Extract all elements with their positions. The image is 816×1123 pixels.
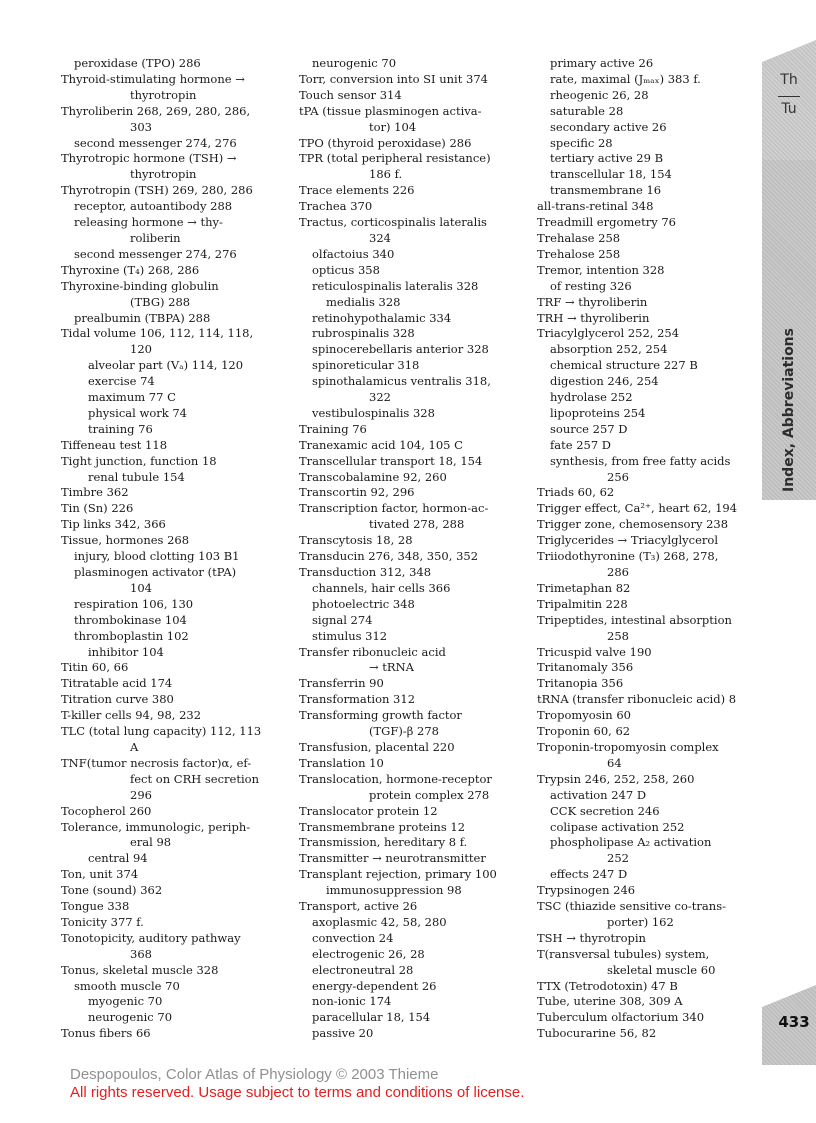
- index-entry: reticulospinalis lateralis 328: [312, 278, 479, 293]
- index-entry: Tritanopia 356: [537, 676, 624, 691]
- index-entry: fate 257 D: [550, 437, 612, 452]
- index-entry: Transmembrane proteins 12: [299, 819, 466, 834]
- index-entry: Triads 60, 62: [537, 485, 615, 500]
- index-entry: Treadmill ergometry 76: [537, 215, 676, 230]
- index-entry: thyrotropin: [130, 167, 197, 182]
- index-entry: rate, maximal (Jₘₐₓ) 383 f.: [550, 71, 701, 86]
- index-entry: Tricuspid valve 190: [537, 644, 652, 659]
- index-entry: Training 76: [299, 421, 367, 436]
- index-entry: all-trans-retinal 348: [537, 199, 654, 214]
- index-entry: porter) 162: [607, 914, 674, 929]
- index-entry: convection 24: [312, 930, 394, 945]
- index-entry: Tripeptides, intestinal absorption: [537, 612, 732, 627]
- index-entry: physical work 74: [88, 405, 187, 420]
- index-entry: second messenger 274, 276: [74, 246, 237, 261]
- index-entry: 303: [130, 119, 152, 134]
- index-entry: alveolar part (Vₐ) 114, 120: [88, 358, 244, 373]
- index-column-3: [537, 56, 762, 1042]
- index-entry: 64: [607, 755, 622, 770]
- page-number: 433: [778, 1013, 810, 1031]
- index-entry: Trigger zone, chemosensory 238: [537, 517, 729, 532]
- index-entry: eral 98: [130, 835, 172, 850]
- index-entry: plasminogen activator (tPA): [74, 565, 237, 579]
- index-entry: Tractus, corticospinalis lateralis: [299, 215, 487, 230]
- index-entry: Tube, uterine 308, 309 A: [537, 994, 683, 1009]
- index-entry: Translocation, hormone-receptor: [299, 771, 492, 786]
- index-entry: inhibitor 104: [88, 644, 164, 659]
- index-entry: Transcellular transport 18, 154: [299, 453, 483, 468]
- index-entry: TPO (thyroid peroxidase) 286: [299, 135, 472, 150]
- index-entry: Trehalase 258: [537, 230, 621, 245]
- index-entry: olfactoius 340: [312, 246, 395, 261]
- index-entry: (TGF)-β 278: [369, 724, 439, 739]
- index-entry: Thyroid-stimulating hormone →: [61, 71, 245, 86]
- index-entry: 286: [607, 565, 629, 579]
- index-entry: transcellular 18, 154: [550, 167, 672, 182]
- index-entry: tertiary active 29 B: [550, 151, 664, 166]
- index-entry: Transplant rejection, primary 100: [299, 867, 497, 882]
- index-entry: Tripalmitin 228: [537, 596, 628, 611]
- index-entry: neurogenic 70: [88, 1010, 173, 1025]
- index-entry: Trypsinogen 246: [537, 883, 636, 898]
- index-entry: source 257 D: [550, 421, 628, 436]
- index-entry: stimulus 312: [312, 628, 388, 643]
- index-entry: primary active 26: [550, 56, 654, 70]
- index-entry: tivated 278, 288: [369, 517, 465, 532]
- index-entry: rheogenic 26, 28: [550, 87, 649, 102]
- index-entry: training 76: [88, 421, 153, 436]
- index-entry: electrogenic 26, 28: [312, 946, 425, 961]
- index-entry: lipoproteins 254: [550, 405, 646, 420]
- index-entry: activation 247 D: [550, 787, 647, 802]
- index-entry: Tremor, intention 328: [537, 262, 665, 277]
- index-entry: 368: [130, 946, 152, 961]
- index-entry: Tubocurarine 56, 82: [537, 1026, 657, 1041]
- index-entry: digestion 246, 254: [550, 374, 659, 389]
- index-entry: Transcortin 92, 296: [299, 485, 415, 500]
- index-entry: 120: [130, 342, 152, 357]
- index-entry: renal tubule 154: [88, 469, 185, 484]
- index-entry: Transduction 312, 348: [299, 565, 432, 579]
- letter-range-divider: [778, 96, 800, 97]
- index-entry: TTX (Tetrodotoxin) 47 B: [537, 978, 678, 993]
- index-entry: prealbumin (TBPA) 288: [74, 310, 211, 325]
- index-entry: Tone (sound) 362: [61, 883, 163, 898]
- index-entry: colipase activation 252: [550, 819, 685, 834]
- index-entry: Titratable acid 174: [61, 676, 173, 691]
- index-entry: Tonotopicity, auditory pathway: [61, 930, 241, 945]
- index-entry: Tropomyosin 60: [537, 708, 631, 723]
- index-entry: (TBG) 288: [130, 294, 191, 309]
- index-entry: Triacylglycerol 252, 254: [537, 326, 680, 341]
- index-entry: Tonus, skeletal muscle 328: [61, 962, 219, 977]
- index-entry: Tip links 342, 366: [61, 517, 166, 532]
- index-entry: Triiodothyronine (T₃) 268, 278,: [537, 549, 719, 564]
- index-entry: TPR (total peripheral resistance): [299, 151, 491, 166]
- index-entry: medialis 328: [326, 294, 401, 309]
- index-entry: thromboplastin 102: [74, 628, 189, 643]
- index-entry: Transmission, hereditary 8 f.: [299, 835, 468, 850]
- index-entry: A: [130, 739, 139, 754]
- index-entry: respiration 106, 130: [74, 596, 194, 611]
- index-entry: 256: [607, 469, 629, 484]
- index-entry: Transcobalamine 92, 260: [299, 469, 447, 484]
- index-entry: TSH → thyrotropin: [537, 930, 646, 945]
- index-entry: vestibulospinalis 328: [312, 405, 435, 420]
- index-entry: Trimetaphan 82: [537, 580, 631, 595]
- index-entry: Transforming growth factor: [299, 708, 462, 723]
- index-entry: Translation 10: [299, 755, 384, 770]
- index-entry: chemical structure 227 B: [550, 358, 698, 373]
- index-entry: non-ionic 174: [312, 994, 392, 1009]
- index-entry: maximum 77 C: [88, 390, 176, 405]
- index-entry: Tight junction, function 18: [61, 453, 217, 468]
- index-entry: secondary active 26: [550, 119, 667, 134]
- index-entry: Transfusion, placental 220: [299, 739, 455, 754]
- index-entry: thrombokinase 104: [74, 612, 187, 627]
- index-entry: of resting 326: [550, 278, 632, 293]
- index-entry: electroneutral 28: [312, 962, 414, 977]
- index-entry: absorption 252, 254: [550, 342, 668, 357]
- index-entry: Trace elements 226: [299, 183, 415, 198]
- index-entry: synthesis, from free fatty acids: [550, 453, 731, 468]
- index-entry: exercise 74: [88, 374, 155, 389]
- index-entry: Transport, active 26: [299, 899, 418, 914]
- index-entry: T(ransversal tubules) system,: [537, 946, 710, 961]
- index-entry: signal 274: [312, 612, 373, 627]
- index-entry: Tocopherol 260: [61, 803, 152, 818]
- index-entry: fect on CRH secretion: [130, 771, 259, 786]
- index-entry: 296: [130, 787, 152, 802]
- copyright-notice: Despopoulos, Color Atlas of Physiology © 2003 Thieme: [70, 1066, 439, 1083]
- index-entry: Transcytosis 18, 28: [299, 533, 413, 548]
- index-entry: Tonus fibers 66: [61, 1026, 151, 1041]
- index-entry: spinoreticular 318: [312, 358, 420, 373]
- index-entry: protein complex 278: [369, 787, 490, 802]
- index-entry: Ton, unit 374: [61, 867, 139, 882]
- index-entry: Thyroliberin 268, 269, 280, 286,: [61, 103, 251, 118]
- index-entry: Troponin-tropomyosin complex: [537, 739, 719, 754]
- index-entry: TLC (total lung capacity) 112, 113: [61, 724, 262, 739]
- index-entry: peroxidase (TPO) 286: [74, 56, 201, 70]
- index-entry: rubrospinalis 328: [312, 326, 415, 341]
- index-entry: Tranexamic acid 104, 105 C: [299, 437, 463, 452]
- index-entry: skeletal muscle 60: [607, 962, 716, 977]
- first-entry-letters: Th: [780, 72, 798, 88]
- index-entry: opticus 358: [312, 262, 380, 277]
- index-entry: 258: [607, 628, 629, 643]
- index-entry: central 94: [88, 851, 148, 866]
- index-entry: Tolerance, immunologic, periph-: [61, 819, 251, 834]
- index-entry: 322: [369, 390, 391, 405]
- index-entry: spinothalamicus ventralis 318,: [312, 374, 491, 389]
- index-entry: tRNA (transfer ribonucleic acid) 8: [537, 692, 737, 707]
- index-entry: photoelectric 348: [312, 596, 415, 611]
- index-entry: spinocerebellaris anterior 328: [312, 342, 489, 357]
- index-entry: passive 20: [312, 1026, 374, 1041]
- index-entry: 252: [607, 851, 629, 866]
- index-entry: energy-dependent 26: [312, 978, 437, 993]
- index-entry: Transfer ribonucleic acid: [299, 644, 446, 659]
- index-entry: effects 247 D: [550, 867, 628, 882]
- index-entry: Tidal volume 106, 112, 114, 118,: [61, 326, 254, 341]
- index-entry: channels, hair cells 366: [312, 580, 451, 595]
- index-entry: releasing hormone → thy-: [74, 215, 223, 230]
- index-entry: tor) 104: [369, 119, 417, 134]
- index-entry: roliberin: [130, 230, 181, 245]
- index-entry: Thyrotropin (TSH) 269, 280, 286: [61, 183, 253, 198]
- index-entry: Touch sensor 314: [299, 87, 402, 102]
- index-entry: Tonicity 377 f.: [61, 914, 144, 929]
- index-entry: neurogenic 70: [312, 56, 397, 70]
- index-entry: Trachea 370: [299, 199, 373, 214]
- index-entry: Torr, conversion into SI unit 374: [299, 71, 488, 86]
- index-entry: tPA (tissue plasminogen activa-: [299, 103, 482, 118]
- index-entry: injury, blood clotting 103 B1: [74, 549, 240, 564]
- index-entry: TSC (thiazide sensitive co-trans-: [537, 899, 726, 914]
- index-entry: Transcription factor, hormon-ac-: [299, 501, 489, 516]
- index-entry: 104: [130, 580, 152, 595]
- index-entry: thyrotropin: [130, 87, 197, 102]
- index-entry: hydrolase 252: [550, 390, 633, 405]
- index-entry: specific 28: [550, 135, 613, 150]
- index-entry: T-killer cells 94, 98, 232: [61, 708, 202, 723]
- index-entry: Tin (Sn) 226: [61, 501, 134, 516]
- index-entry: transmembrane 16: [550, 183, 662, 198]
- index-entry: Tiffeneau test 118: [61, 437, 168, 452]
- index-entry: axoplasmic 42, 58, 280: [312, 914, 447, 929]
- index-entry: phospholipase A₂ activation: [550, 835, 712, 850]
- index-entry: Translocator protein 12: [299, 803, 438, 818]
- letter-range-tab: [762, 40, 816, 160]
- index-entry: Transmitter → neurotransmitter: [299, 851, 486, 866]
- index-entry: Transformation 312: [299, 692, 416, 707]
- index-entry: smooth muscle 70: [74, 978, 180, 993]
- index-entry: → tRNA: [369, 660, 414, 675]
- index-entry: paracellular 18, 154: [312, 1010, 431, 1025]
- index-column-2: [299, 56, 529, 1042]
- index-entry: TNF(tumor necrosis factor)α, ef-: [61, 755, 252, 770]
- last-entry-letters: Tu: [781, 101, 797, 117]
- index-entry: Timbre 362: [61, 485, 129, 500]
- index-entry: Transducin 276, 348, 350, 352: [299, 549, 479, 564]
- index-entry: second messenger 274, 276: [74, 135, 237, 150]
- index-entry: Titration curve 380: [61, 692, 174, 707]
- index-entry: Tuberculum olfactorium 340: [537, 1010, 705, 1025]
- index-entry: CCK secretion 246: [550, 803, 660, 818]
- index-entry: Triglycerides → Triacylglycerol: [537, 533, 719, 548]
- index-entry: 324: [369, 230, 391, 245]
- index-entry: Tissue, hormones 268: [61, 533, 190, 548]
- index-entry: Trigger effect, Ca²⁺, heart 62, 194: [537, 501, 738, 516]
- index-entry: Thyroxine (T₄) 268, 286: [61, 262, 200, 277]
- index-entry: Troponin 60, 62: [537, 724, 631, 739]
- index-entry: Trehalose 258: [537, 246, 621, 261]
- index-entry: immunosuppression 98: [326, 883, 462, 898]
- index-entry: Thyrotropic hormone (TSH) →: [61, 151, 237, 166]
- index-entry: 186 f.: [369, 167, 403, 182]
- index-entry: TRF → thyroliberin: [537, 294, 648, 309]
- index-entry: myogenic 70: [88, 994, 163, 1009]
- index-column-1: [61, 56, 291, 1042]
- index-entry: Tritanomaly 356: [537, 660, 634, 675]
- index-entry: saturable 28: [550, 103, 624, 118]
- index-entry: Transferrin 90: [299, 676, 384, 691]
- index-entry: TRH → thyroliberin: [537, 310, 650, 325]
- index-entry: Trypsin 246, 252, 258, 260: [537, 771, 695, 786]
- index-entry: Titin 60, 66: [61, 660, 129, 675]
- license-notice: All rights reserved. Usage subject to terms and conditions of license.: [70, 1084, 525, 1101]
- index-entry: Tongue 338: [61, 899, 130, 914]
- section-title: Index, Abbreviations: [781, 328, 797, 492]
- index-entry: Thyroxine-binding globulin: [61, 278, 219, 293]
- index-entry: receptor, autoantibody 288: [74, 199, 233, 214]
- index-entry: retinohypothalamic 334: [312, 310, 452, 325]
